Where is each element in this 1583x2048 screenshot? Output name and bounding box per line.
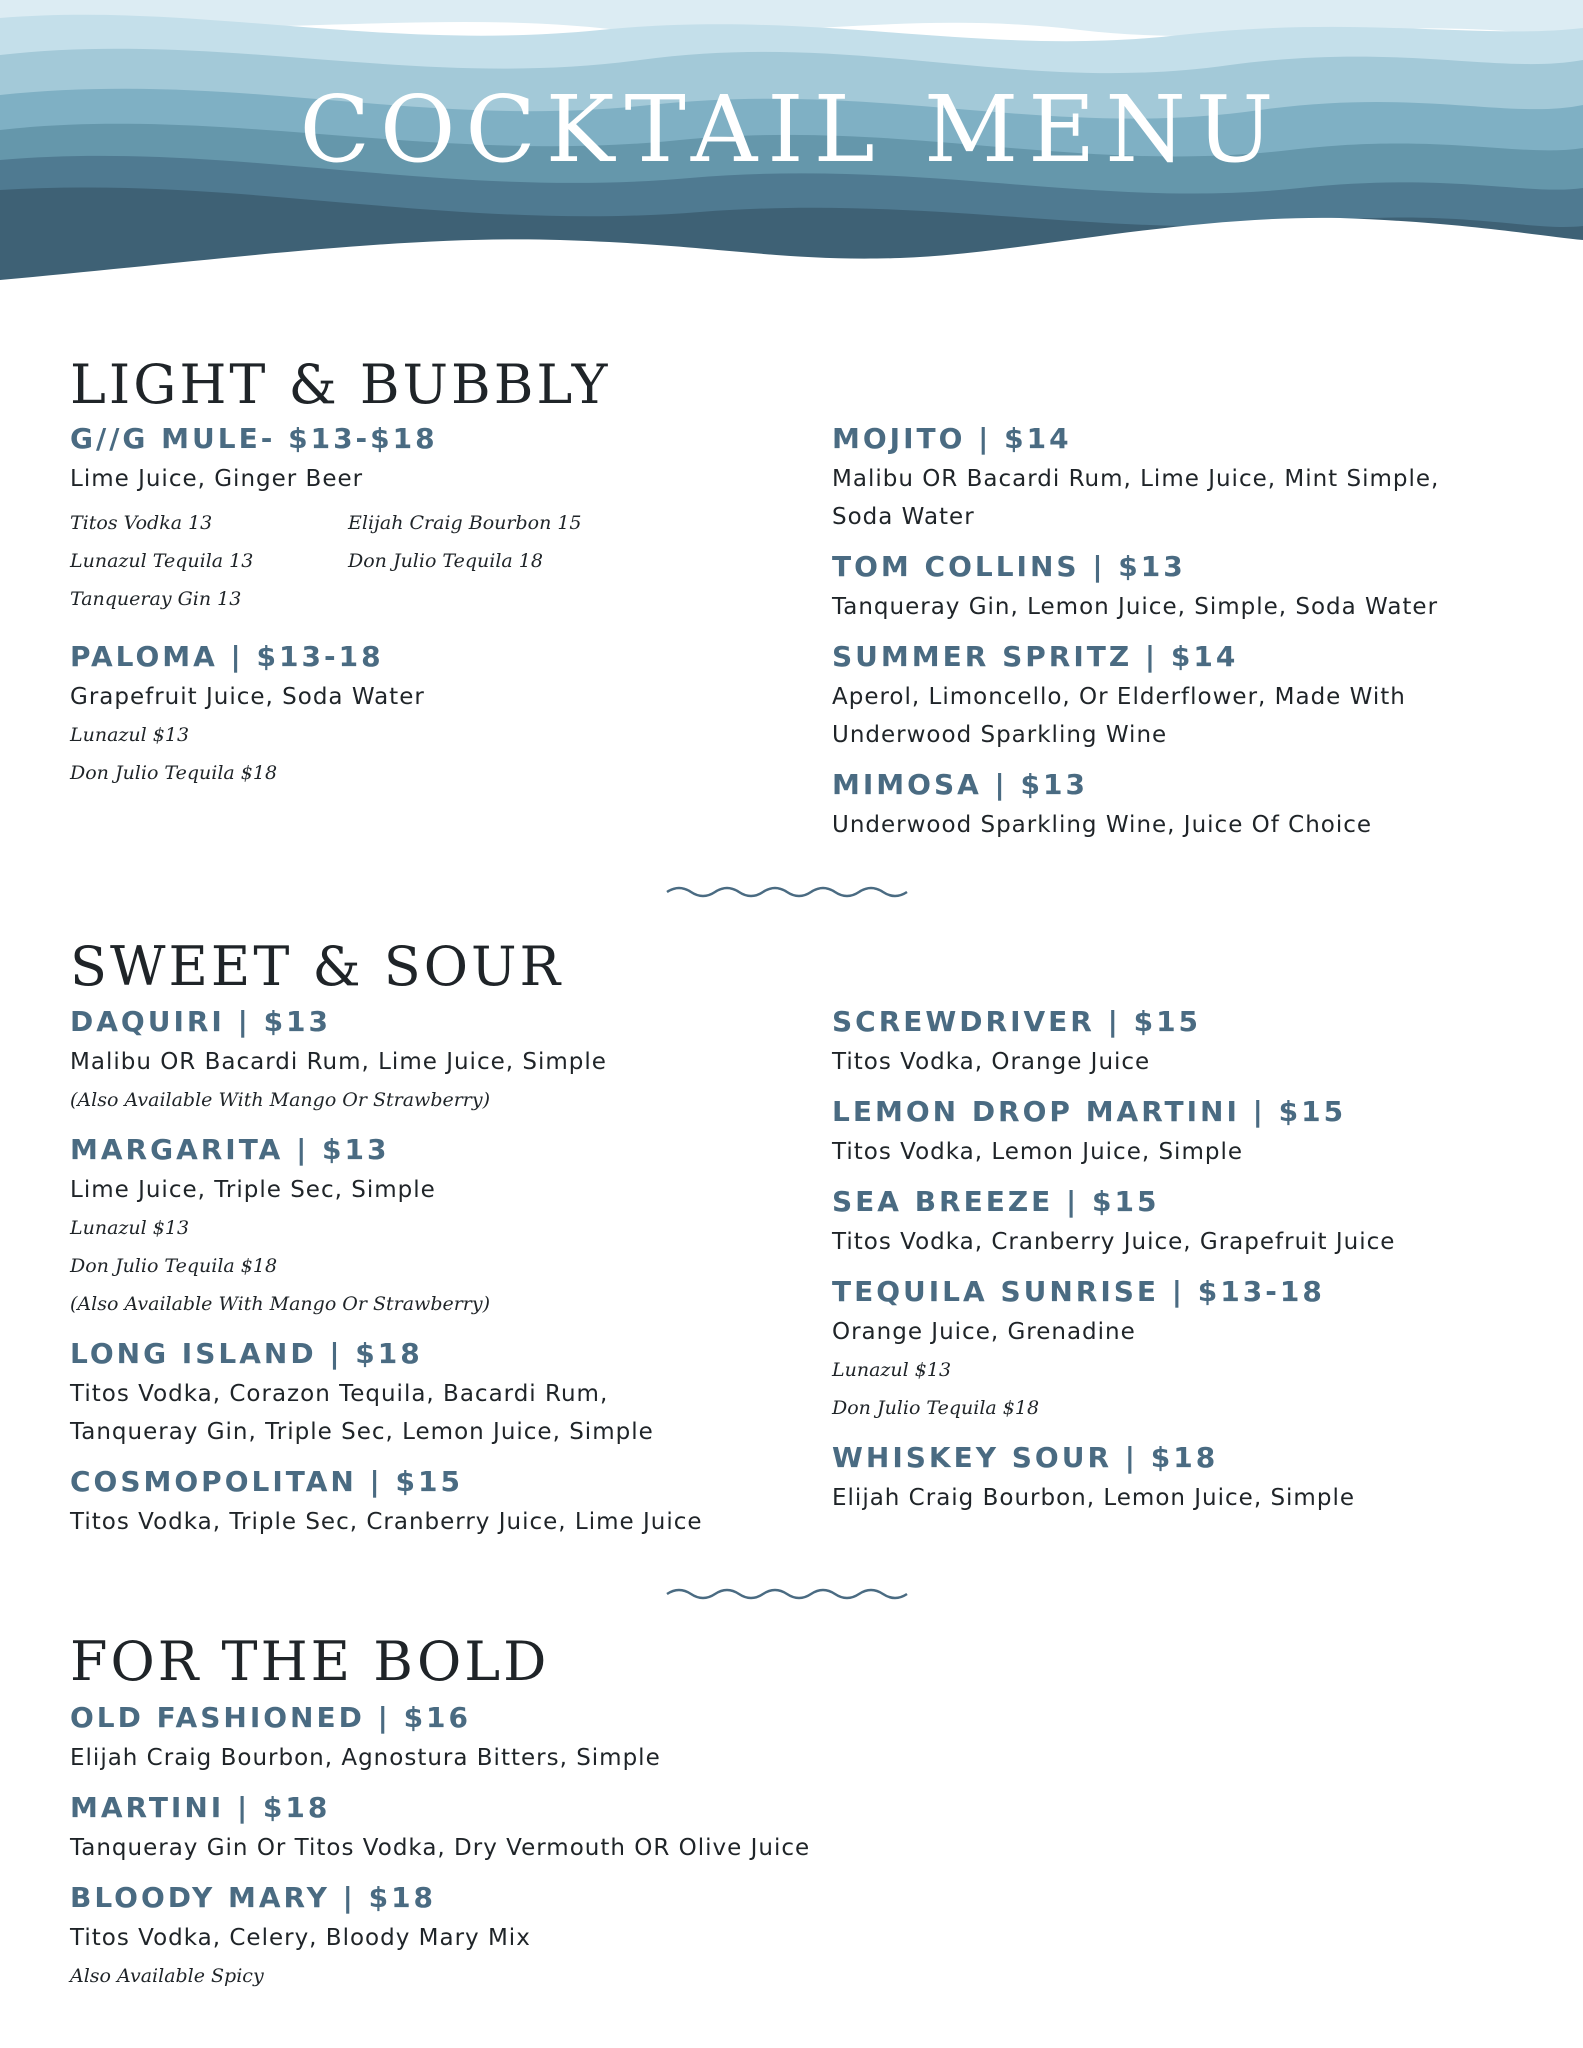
item-description: Titos Vodka, Celery, Bloody Mary Mix (70, 1925, 531, 1951)
menu-item-tom-collins (832, 546, 1439, 626)
light-bubbly-left-column (70, 418, 608, 792)
item-name: MARTINI | $18 (70, 1791, 331, 1824)
item-description: Titos Vodka, Cranberry Juice, Grapefruit Juice (832, 1229, 1396, 1255)
item-name: MIMOSA | $13 (832, 768, 1088, 801)
item-name: PALOMA | $13-18 (70, 640, 384, 673)
wave-divider (665, 882, 915, 902)
light-bubbly-right-column (832, 418, 1439, 844)
section-title-light-bubbly: LIGHT & BUBBLY (70, 353, 611, 416)
header-banner (0, 0, 1583, 300)
item-description: Orange Juice, Grenadine (832, 1319, 1136, 1345)
menu-item-summer-spritz (832, 636, 1439, 754)
item-name: TOM COLLINS | $13 (832, 550, 1186, 583)
item-name: SCREWDRIVER | $15 (832, 1005, 1202, 1038)
sweet-sour-right-column (832, 1001, 1395, 1517)
item-description: Titos Vodka, Corazon Tequila, Bacardi Rum, (70, 1381, 609, 1407)
item-note: (Also Available With Mango Or Strawberry) (70, 1293, 491, 1315)
menu-item-margarita (70, 1129, 703, 1323)
section-title-for-the-bold: FOR THE BOLD (70, 1630, 550, 1693)
spirit-option: Lunazul Tequila 13 (70, 550, 254, 572)
menu-item-mimosa (832, 764, 1439, 844)
section-title-sweet-sour: SWEET & SOUR (70, 935, 564, 998)
menu-item-daquiri (70, 1001, 703, 1119)
menu-item-martini (70, 1787, 810, 1867)
spirit-option: Titos Vodka 13 (70, 512, 213, 534)
spirit-option: Tanqueray Gin 13 (70, 588, 242, 610)
item-description: Lime Juice, Ginger Beer (70, 466, 364, 492)
menu-item-gg-mule (70, 418, 608, 618)
spirit-option: Don Julio Tequila 18 (348, 550, 543, 572)
item-name: DAQUIRI | $13 (70, 1005, 332, 1038)
item-note: Lunazul $13 (832, 1359, 952, 1381)
item-description: Titos Vodka, Orange Juice (832, 1049, 1151, 1075)
item-name: OLD FASHIONED | $16 (70, 1701, 472, 1734)
spirit-options (70, 504, 608, 618)
item-description: Titos Vodka, Lemon Juice, Simple (832, 1139, 1243, 1165)
menu-item-sea-breeze (832, 1181, 1395, 1261)
item-name: SEA BREEZE | $15 (832, 1185, 1160, 1218)
item-note: Don Julio Tequila $18 (832, 1397, 1040, 1419)
item-description: Grapefruit Juice, Soda Water (70, 684, 425, 710)
menu-item-paloma (70, 636, 608, 792)
menu-item-long-island (70, 1333, 703, 1451)
item-name: MARGARITA | $13 (70, 1133, 390, 1166)
menu-title: COCKTAIL MENU (299, 76, 1284, 183)
item-description: Elijah Craig Bourbon, Agnostura Bitters, Simple (70, 1745, 661, 1771)
item-note: Lunazul $13 (70, 724, 190, 746)
item-name: WHISKEY SOUR | $18 (832, 1441, 1219, 1474)
item-name: SUMMER SPRITZ | $14 (832, 640, 1239, 673)
item-note: Don Julio Tequila $18 (70, 1255, 278, 1277)
wave-divider (665, 1584, 915, 1604)
item-note: (Also Available With Mango Or Strawberry) (70, 1089, 491, 1111)
sweet-sour-left-column (70, 1001, 703, 1541)
menu-item-screwdriver (832, 1001, 1395, 1081)
menu-item-cosmopolitan (70, 1461, 703, 1541)
item-name: MOJITO | $14 (832, 422, 1072, 455)
item-description: Tanqueray Gin, Triple Sec, Lemon Juice, Simple (70, 1419, 654, 1445)
for-the-bold-column (70, 1697, 810, 1995)
menu-item-tequila-sunrise (832, 1271, 1395, 1427)
item-description: Soda Water (832, 504, 975, 530)
item-description: Elijah Craig Bourbon, Lemon Juice, Simple (832, 1485, 1355, 1511)
item-description: Underwood Sparkling Wine (832, 722, 1168, 748)
item-description: Underwood Sparkling Wine, Juice Of Choice (832, 812, 1373, 838)
item-name: TEQUILA SUNRISE | $13-18 (832, 1275, 1325, 1308)
item-name: COSMOPOLITAN | $15 (70, 1465, 463, 1498)
item-description: Aperol, Limoncello, Or Elderflower, Made With (832, 684, 1406, 710)
item-name: BLOODY MARY | $18 (70, 1881, 437, 1914)
item-description: Malibu OR Bacardi Rum, Lime Juice, Mint Simple, (832, 466, 1440, 492)
menu-item-bloody-mary (70, 1877, 810, 1995)
item-description: Lime Juice, Triple Sec, Simple (70, 1177, 436, 1203)
item-note: Lunazul $13 (70, 1217, 190, 1239)
menu-item-whiskey-sour (832, 1437, 1395, 1517)
item-description: Titos Vodka, Triple Sec, Cranberry Juice, Lime Juice (70, 1509, 703, 1535)
item-description: Malibu OR Bacardi Rum, Lime Juice, Simple (70, 1049, 607, 1075)
item-name: LEMON DROP MARTINI | $15 (832, 1095, 1347, 1128)
menu-item-mojito (832, 418, 1439, 536)
item-note: Also Available Spicy (70, 1965, 264, 1987)
item-note: Don Julio Tequila $18 (70, 762, 278, 784)
menu-item-lemon-drop-martini (832, 1091, 1395, 1171)
item-description: Tanqueray Gin, Lemon Juice, Simple, Soda Water (832, 594, 1439, 620)
item-description: Tanqueray Gin Or Titos Vodka, Dry Vermouth OR Olive Juice (70, 1835, 811, 1861)
item-name: G//G MULE- $13-$18 (70, 422, 438, 455)
spirit-option: Elijah Craig Bourbon 15 (348, 512, 582, 534)
menu-item-old-fashioned (70, 1697, 810, 1777)
item-name: LONG ISLAND | $18 (70, 1337, 423, 1370)
